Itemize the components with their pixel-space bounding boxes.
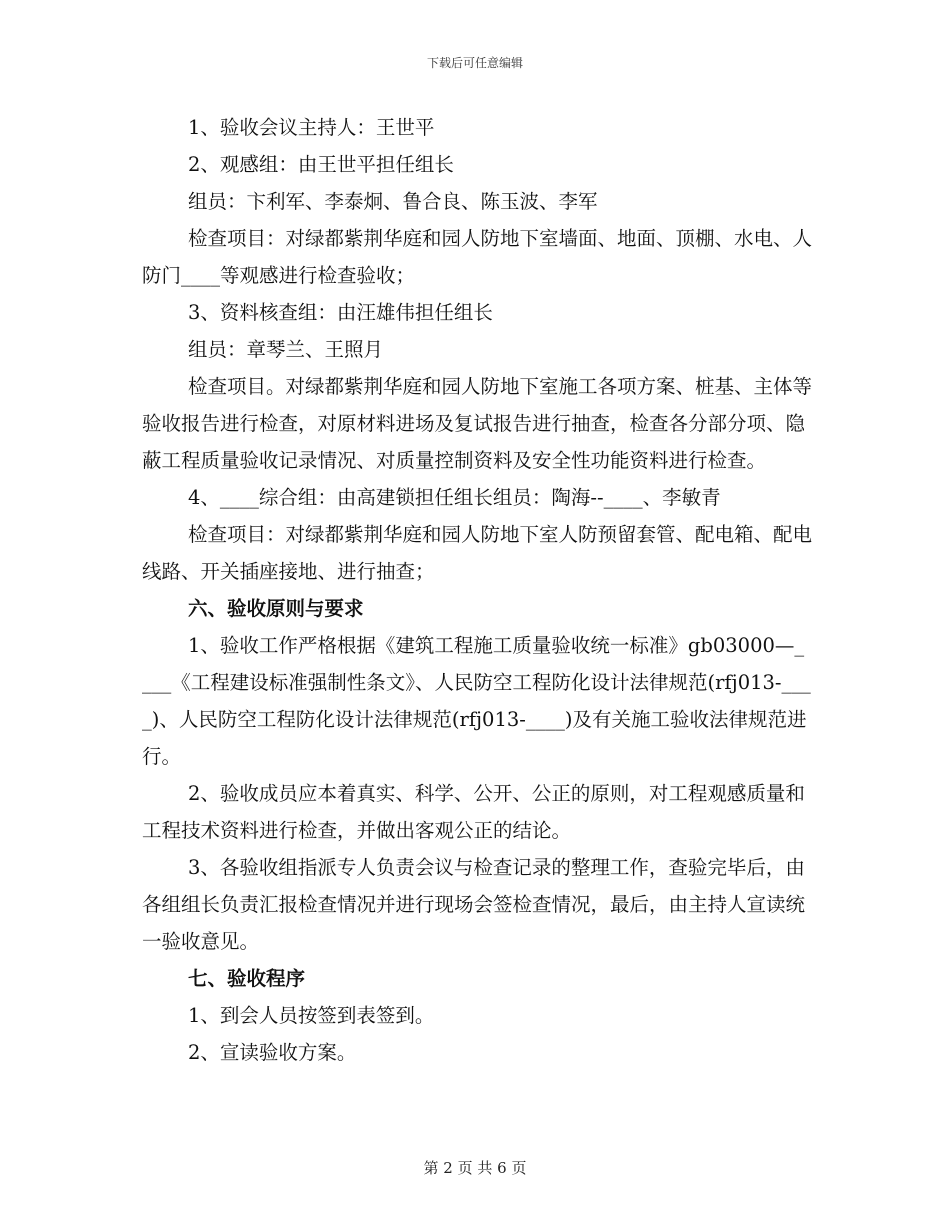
paragraph: 2、验收成员应本着真实、科学、公开、公正的原则，对工程观感质量和工程技术资料进行检查，并做出客观公正的结论。 (142, 782, 805, 842)
paragraph: 检查项目：对绿都紫荆华庭和园人防地下室人防预留套管、配电箱、配电线路、开关插座接地、进行抽查； (142, 523, 813, 583)
paragraph: 组员：章琴兰、王照月 (188, 338, 384, 361)
paragraph: 1、验收工作严格根据《建筑工程施工质量验收统一标准》gb03000—____《工程建设标准强制性条文》、人民防空工程防化设计法律规范(rfj013-____)、人民防空工程防化设计法律规范(rfj013-____)及有关施工验收法律规范进行。 (142, 634, 811, 768)
paragraph: 3、各验收组指派专人负责会议与检查记录的整理工作，查验完毕后，由各组组长负责汇报检查情况并进行现场会签检查情况，最后，由主持人宣读统一验收意见。 (142, 856, 806, 953)
paragraph: 检查项目：对绿都紫荆华庭和园人防地下室墙面、地面、顶棚、水电、人防门____等观感进行检查验收； (142, 227, 813, 287)
paragraph: 2、观感组：由王世平担任组长 (188, 153, 454, 176)
paragraph: 检查项目。对绿都紫荆华庭和园人防地下室施工各项方案、桩基、主体等验收报告进行检查，对原材料进场及复试报告进行抽查，检查各分部分项、隐蔽工程质量验收记录情况、对质量控制资料及安全性功能资料进行检查。 (142, 375, 813, 472)
paragraph: 1、到会人员按签到表签到。 (188, 1004, 435, 1027)
section-heading: 六、验收原则与要求 (188, 597, 364, 620)
paragraph: 3、资料核查组：由汪雄伟担任组长 (188, 301, 493, 324)
paragraph: 2、宣读验收方案。 (188, 1041, 357, 1064)
paragraph: 组员：卞利军、李泰炯、鲁合良、陈玉波、李军 (188, 190, 598, 213)
document-body (142, 109, 812, 1071)
section-heading: 七、验收程序 (188, 967, 306, 990)
page-header: 下载后可任意编辑 (426, 56, 523, 70)
paragraph: 1、验收会议主持人：王世平 (188, 116, 435, 139)
paragraph: 4、____综合组：由高建锁担任组长组员：陶海--____、李敏青 (188, 486, 721, 509)
page-footer: 第 2 页 共 6 页 (423, 1159, 527, 1177)
